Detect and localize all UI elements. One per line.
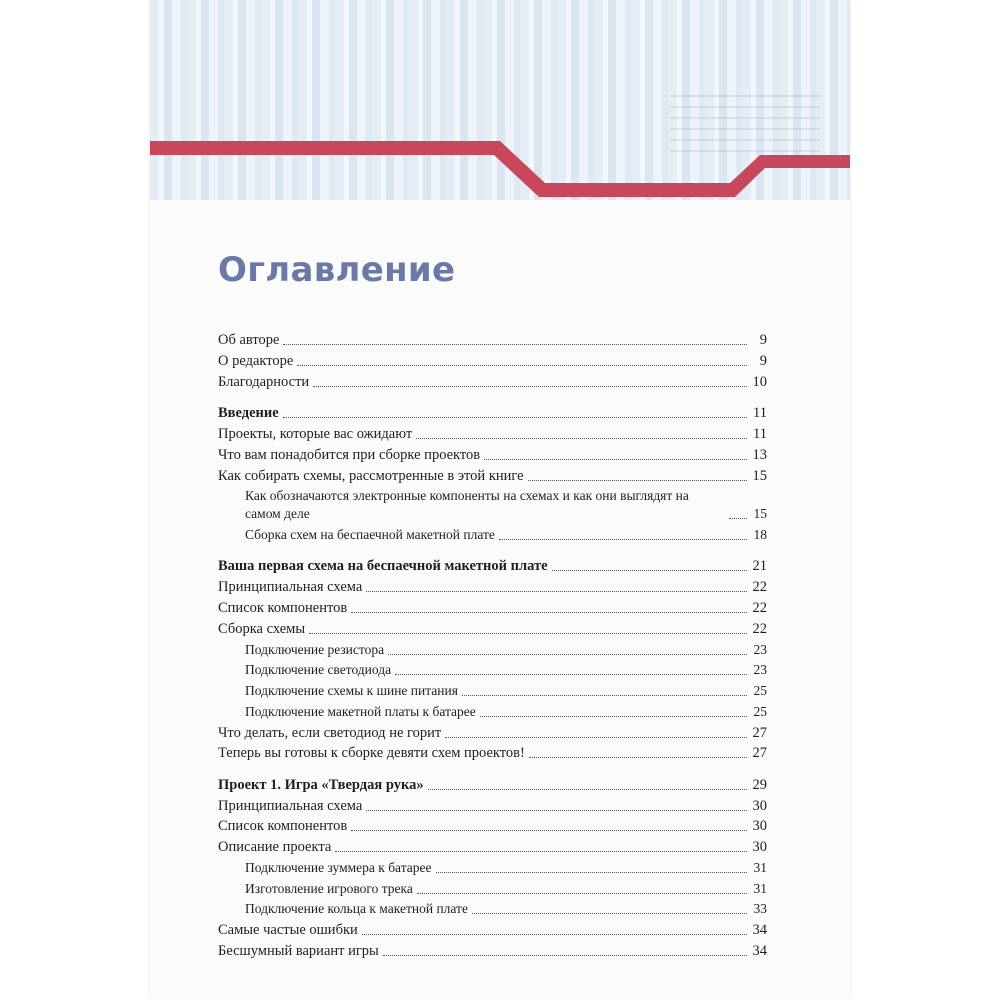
toc-subentry-label: Как обозначаются электронные компоненты на схемах и как они выглядят на самом деле <box>245 488 689 522</box>
toc-entry[interactable] <box>218 465 767 486</box>
toc-page-number: 27 <box>752 745 767 762</box>
toc-page-number: 31 <box>753 880 767 896</box>
toc-entry[interactable] <box>218 816 767 837</box>
toc-subentry[interactable] <box>218 486 767 525</box>
toc-entry[interactable] <box>218 743 767 764</box>
toc-page-number: 25 <box>753 683 767 699</box>
dot-leader <box>351 612 747 613</box>
toc-entry-label: Сборка схемы <box>218 620 306 637</box>
dot-leader <box>499 539 747 540</box>
toc-page-number: 30 <box>752 797 767 814</box>
toc-chapter-label: Введение <box>218 405 279 422</box>
toc-chapter-label: Ваша первая схема на беспаечной макетной плате <box>218 558 548 575</box>
toc-page-number: 9 <box>759 353 767 370</box>
dot-leader <box>445 737 747 738</box>
toc-chapter[interactable] <box>218 774 767 795</box>
toc-entry-label: Проекты, которые вас ожидают <box>218 426 413 443</box>
toc-subentry[interactable] <box>218 702 767 723</box>
toc-subentry-label: Подключение светодиода <box>245 662 392 678</box>
toc-page-number: 22 <box>752 579 767 596</box>
toc-subentry[interactable] <box>218 639 767 660</box>
dot-leader <box>552 570 747 571</box>
toc-page-number: 15 <box>752 467 767 484</box>
toc-entry[interactable] <box>218 577 767 598</box>
toc-subentry[interactable] <box>218 660 767 681</box>
toc-entry[interactable] <box>218 941 767 962</box>
dot-leader <box>462 695 747 696</box>
toc-chapter[interactable] <box>218 556 767 577</box>
toc-entry-label: Как собирать схемы, рассмотренные в этой книге <box>218 467 524 484</box>
dot-leader <box>529 757 747 758</box>
dot-leader <box>484 459 747 460</box>
toc-entry-label: Благодарности <box>218 373 310 390</box>
toc-page-number: 30 <box>752 818 767 835</box>
dot-leader <box>283 344 747 345</box>
toc-page-number: 23 <box>753 662 767 678</box>
dot-leader <box>366 591 747 592</box>
book-page <box>150 0 850 1000</box>
dot-leader <box>309 633 747 634</box>
toc-subentry-label: Подключение зуммера к батарее <box>245 859 432 875</box>
toc-entry-label: Описание проекта <box>218 839 332 856</box>
toc-entry[interactable] <box>218 920 767 941</box>
toc-entry[interactable] <box>218 444 767 465</box>
table-of-contents <box>218 330 767 961</box>
dot-leader <box>297 365 747 366</box>
toc-page-number: 13 <box>752 446 767 463</box>
dot-leader <box>472 913 747 914</box>
toc-entry-label: Об авторе <box>218 332 280 349</box>
dot-leader <box>428 789 747 790</box>
toc-entry[interactable] <box>218 837 767 858</box>
toc-subentry-label: Подключение кольца к макетной плате <box>245 901 468 917</box>
dot-leader <box>388 654 747 655</box>
toc-subentry[interactable] <box>218 878 767 899</box>
toc-page-number: 27 <box>752 724 767 741</box>
toc-page-number: 22 <box>752 599 767 616</box>
toc-subentry[interactable] <box>218 525 767 546</box>
dot-leader <box>335 851 747 852</box>
toc-subentry-label: Изготовление игрового трека <box>245 880 413 896</box>
toc-entry-label: Принципиальная схема <box>218 797 363 814</box>
toc-entry[interactable] <box>218 618 767 639</box>
dot-leader <box>436 872 748 873</box>
toc-page-number: 18 <box>753 527 767 543</box>
toc-entry-label: Принципиальная схема <box>218 579 363 596</box>
toc-entry[interactable] <box>218 424 767 445</box>
toc-entry-label: Список компонентов <box>218 599 348 616</box>
toc-subentry[interactable] <box>218 681 767 702</box>
dot-leader <box>417 893 747 894</box>
toc-entry-label: О редакторе <box>218 353 294 370</box>
toc-subentry-label: Подключение резистора <box>245 641 385 657</box>
toc-entry[interactable] <box>218 330 767 351</box>
page-title: Оглавление <box>218 250 456 290</box>
toc-subentry-label: Подключение макетной платы к батарее <box>245 703 476 719</box>
toc-chapter-label: Проект 1. Игра «Твердая рука» <box>218 776 424 793</box>
toc-entry-label: Теперь вы готовы к сборке девяти схем проектов! <box>218 745 525 762</box>
toc-page-number: 25 <box>753 703 767 719</box>
toc-page-number: 22 <box>752 620 767 637</box>
dot-leader <box>366 810 747 811</box>
toc-entry[interactable] <box>218 372 767 393</box>
toc-page-number: 34 <box>752 922 767 939</box>
toc-page-number: 10 <box>752 373 767 390</box>
toc-page-number: 15 <box>753 506 767 522</box>
toc-subentry-label: Сборка схем на беспаечной макетной плате <box>245 527 495 543</box>
toc-page-number: 34 <box>752 942 767 959</box>
toc-chapter[interactable] <box>218 403 767 424</box>
toc-subentry[interactable] <box>218 899 767 920</box>
dot-leader <box>528 480 747 481</box>
dot-leader <box>383 955 747 956</box>
toc-entry-label: Бесшумный вариант игры <box>218 942 379 959</box>
dot-leader <box>283 417 747 418</box>
toc-page-number: 9 <box>759 332 767 349</box>
toc-page-number: 30 <box>752 839 767 856</box>
toc-entry[interactable] <box>218 795 767 816</box>
toc-page-number: 11 <box>753 405 767 422</box>
dot-leader <box>416 438 747 439</box>
toc-page-number: 21 <box>752 558 767 575</box>
dot-leader <box>395 674 747 675</box>
toc-entry-label: Самые частые ошибки <box>218 922 358 939</box>
toc-page-number: 29 <box>752 776 767 793</box>
dot-leader <box>362 934 747 935</box>
toc-entry[interactable] <box>218 722 767 743</box>
toc-subentry[interactable] <box>218 857 767 878</box>
toc-entry-label: Что вам понадобится при сборке проектов <box>218 446 481 463</box>
toc-entry-label: Что делать, если светодиод не горит <box>218 724 442 741</box>
toc-entry[interactable] <box>218 598 767 619</box>
toc-page-number: 31 <box>753 859 767 875</box>
toc-page-number: 23 <box>753 641 767 657</box>
toc-subentry-label: Подключение схемы к шине питания <box>245 683 458 699</box>
toc-entry[interactable] <box>218 351 767 372</box>
decorative-red-stripe <box>150 0 850 220</box>
dot-leader <box>729 518 747 519</box>
toc-entry-label: Список компонентов <box>218 818 348 835</box>
toc-page-number: 11 <box>753 426 767 443</box>
dot-leader <box>313 386 747 387</box>
toc-page-number: 33 <box>753 901 767 917</box>
dot-leader <box>480 716 747 717</box>
dot-leader <box>351 830 747 831</box>
